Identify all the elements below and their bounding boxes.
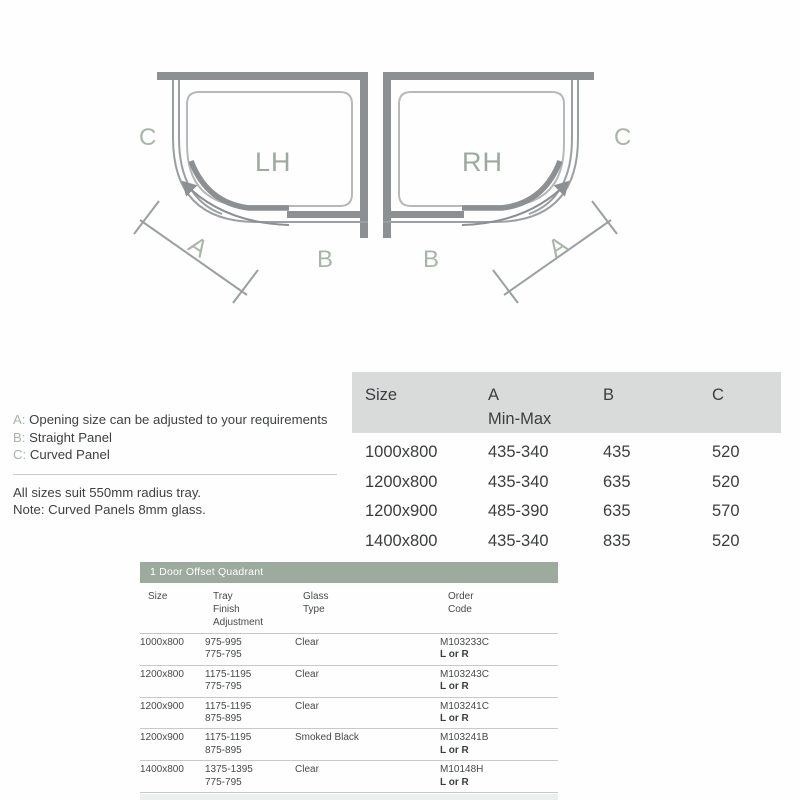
note-b-text: Straight Panel [25,429,112,445]
cell-size: 1000x800 [140,637,184,648]
note-a [13,411,337,429]
lh-wall-top [157,72,368,80]
note-c-prefix: C: [13,447,27,463]
cell-order-code: M103241C L or R [440,701,558,726]
order-row [140,666,558,698]
rh-diagram [383,72,631,303]
table-row [352,468,781,498]
handing: L or R [440,649,469,661]
cell-glass-type: Smoked Black [295,732,359,744]
cell-order-code: M103243C L or R [440,669,558,694]
cell-size: 1200x900 [140,732,184,744]
rh-label-b: B [423,246,440,273]
note-c [13,446,337,464]
order-col-header: Order Code [448,591,474,615]
cell-glass-type: Clear [295,637,319,648]
size-col-header: Size [148,591,168,602]
size-table-body [352,438,781,556]
table-row [352,438,781,468]
cell-c: 520 [712,472,740,491]
note-a-prefix: A: [13,412,26,427]
cell-b: 635 [603,472,631,491]
cell-c: 520 [712,443,740,462]
lh-label-c: C [139,124,157,151]
handing: L or R [440,744,469,756]
size-col-header: Size [365,386,398,404]
cell-size: 1000x800 [365,443,438,462]
cell-glass-type: Clear [295,764,319,776]
order-code-table [140,562,558,800]
cell-size: 1200x900 [365,502,438,521]
cell-a: 485-390 [488,502,549,521]
rh-label-c: C [614,124,632,151]
next-section-bar [140,794,558,800]
cell-size: 1200x800 [365,472,438,491]
rh-straight-panel-bar [383,211,464,218]
cell-b: 635 [603,502,631,521]
cell-c: 570 [712,502,740,521]
cell-c: 520 [712,531,740,550]
note-c-text: Curved Panel [26,447,110,463]
cell-size: 1200x900 [140,700,184,712]
cell-tray-adjustment: 975-995 775-795 [205,637,242,661]
order-table-title-bar: 1 Door Offset Quadrant [140,562,558,583]
cell-a: 435-340 [488,443,549,462]
order-table-column-headers [140,583,558,634]
glass-note: Note: Curved Panels 8mm glass. [13,502,206,518]
rh-label: RH [462,147,503,177]
table-row [352,497,781,527]
handing: L or R [440,776,469,788]
cell-a: 435-340 [488,472,549,491]
cell-glass-type: Clear [295,700,319,712]
size-dimensions-table [352,372,781,556]
cell-glass-type: Clear [295,668,319,680]
cell-size: 1400x800 [140,764,184,776]
rh-label-a: A [543,230,573,264]
note-b [13,429,337,447]
table-row [352,527,781,557]
glass-col-header: Glass Type [303,591,329,615]
cell-size: 1400x800 [365,531,438,550]
cell-tray-adjustment: 1375-1395 775-795 [205,764,253,788]
notes-divider [13,474,337,475]
quadrant-diagrams [125,55,675,315]
a-col-subheader: Min-Max [488,410,552,428]
handing: L or R [440,713,469,725]
cell-size: 1200x800 [140,668,184,680]
size-table-header [352,372,781,433]
order-row [140,761,558,793]
handing: L or R [440,681,469,693]
lh-label-b: B [317,246,334,273]
cell-b: 435 [603,443,631,462]
rh-wall-top [383,72,594,80]
cell-order-code: M103233C L or R [440,637,558,662]
lh-label-a: A [183,230,213,264]
lh-straight-panel-bar [287,211,368,218]
cell-order-code: M103241B L or R [440,732,558,757]
c-col-header: C [712,386,724,404]
cell-tray-adjustment: 1175-1195 775-795 [205,668,252,693]
lh-diagram [134,72,368,303]
cell-order-code: M10148H L or R [440,764,558,789]
order-row [140,634,558,666]
note-b-prefix: B: [13,429,26,445]
order-row [140,698,558,730]
tray-col-header: Tray Finish Adjustment [213,591,264,628]
lh-label: LH [255,147,292,177]
b-col-header: B [603,386,615,404]
tray-note: All sizes suit 550mm radius tray. [13,484,202,500]
order-row [140,729,558,761]
cell-b: 835 [603,531,631,550]
cell-tray-adjustment: 1175-1195 875-895 [205,700,252,725]
note-a-text: Opening size can be adjusted to your requirements [25,412,328,427]
cell-tray-adjustment: 1175-1195 875-895 [205,732,252,756]
a-col-header: A Min-Max [488,383,603,431]
legend-notes [13,411,337,519]
cell-a: 435-340 [488,531,549,550]
